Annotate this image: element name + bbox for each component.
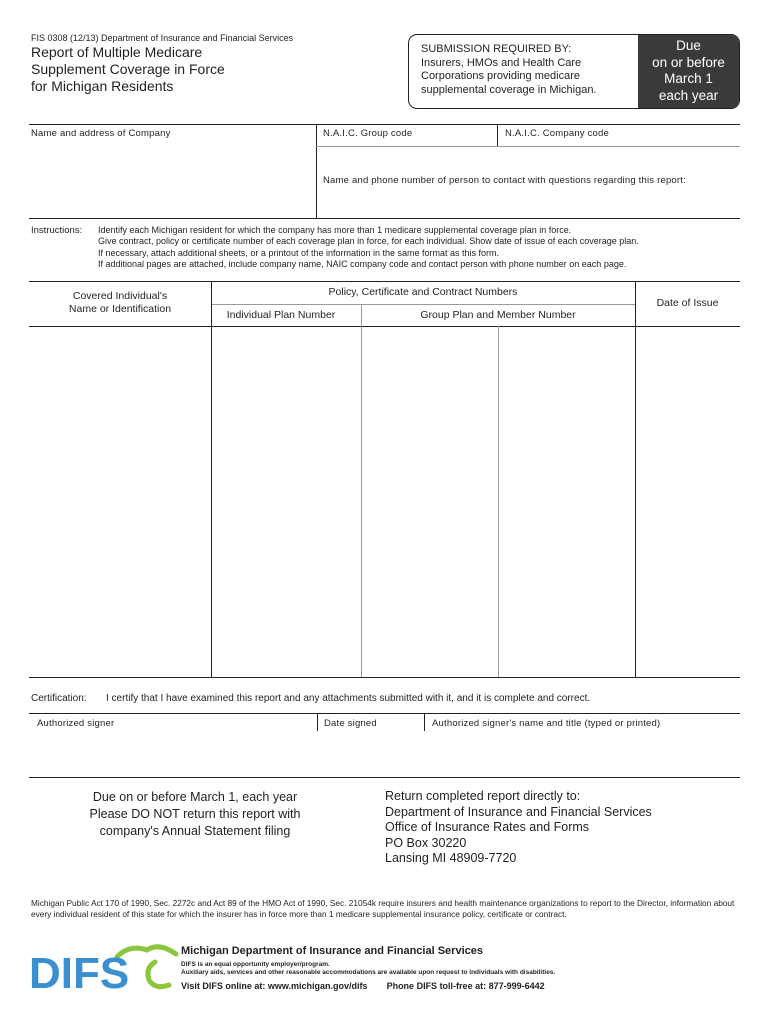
instruction-line: If necessary, attach additional sheets, or a printout of the information in the same format as this form. [98, 247, 500, 258]
divider [29, 777, 740, 778]
certification-text: I certify that I have examined this report and any attachments submitted with it, and it is complete and correct. [106, 693, 591, 704]
phone-number: Phone DIFS toll-free at: 877-999-6442 [386, 981, 545, 991]
legal-notice: Michigan Public Act 170 of 1990, Sec. 2272c and Act 89 of the HMO Act of 1990, Sec. 21054k require insurers and health maintenance organizations to report to the Director, information about every individual resident of this state for which the insurer has in force more than 1 medicare supplemental insurance policy, certificate or contract. [31, 898, 735, 919]
divider [316, 124, 317, 218]
date-signed-field[interactable]: Date signed [324, 718, 377, 729]
divider [424, 713, 425, 731]
website-link[interactable]: Visit DIFS online at: www.michigan.gov/difs [181, 981, 368, 991]
column-header-individual-plan: Individual Plan Number [226, 309, 336, 321]
column-header-line: Name or Identification [68, 303, 172, 315]
return-address [385, 789, 725, 867]
table-top-border [29, 281, 740, 282]
title-line: Supplement Coverage in Force [31, 61, 225, 77]
table-bottom-border [29, 677, 740, 678]
submission-box [408, 34, 740, 109]
divider [29, 218, 740, 219]
group-plan-cell[interactable] [362, 327, 498, 677]
return-line: Department of Insurance and Financial Services [385, 804, 652, 819]
due-note-line: Please DO NOT return this report with [89, 807, 301, 821]
difs-logo-icon [29, 940, 179, 992]
member-number-cell[interactable] [499, 327, 635, 677]
column-header-line: Covered Individual's [72, 290, 168, 302]
naic-group-code-field[interactable]: N.A.I.C. Group code [323, 128, 413, 139]
footer-contact [181, 981, 545, 991]
instructions-label: Instructions: [31, 225, 83, 236]
due-date-badge [638, 35, 739, 109]
column-header-individual [29, 290, 211, 316]
submission-line: supplemental coverage in Michigan. [421, 83, 597, 96]
department-name: Michigan Department of Insurance and Financial Services [181, 945, 483, 957]
authorized-signer-field[interactable]: Authorized signer [37, 718, 115, 729]
due-line: Due [676, 38, 701, 53]
submission-text [421, 43, 626, 97]
return-line: Lansing MI 48909-7720 [385, 851, 517, 865]
divider [29, 713, 740, 714]
submission-line: Corporations providing medicare [421, 70, 580, 82]
company-name-address-field[interactable]: Name and address of Company [31, 128, 171, 139]
submission-line: Insurers, HMOs and Health Care [421, 56, 582, 69]
due-note-line: company's Annual Statement filing [99, 824, 291, 838]
return-line: Return completed report directly to: [385, 789, 581, 803]
logo-text: DIFS [29, 949, 130, 992]
divider [497, 124, 498, 146]
divider [211, 304, 635, 305]
divider [29, 124, 740, 125]
column-header-policy-group: Policy, Certificate and Contract Numbers [328, 286, 518, 298]
return-line: Office of Insurance Rates and Forms [385, 820, 590, 834]
certification-label: Certification: [31, 693, 87, 704]
accommodations-line: Auxiliary aids, services and other reasonable accommodations are available upon request to individuals with disabilities. [181, 969, 556, 976]
column-header-group-plan: Group Plan and Member Number [420, 309, 576, 321]
contact-person-field[interactable]: Name and phone number of person to contact with questions regarding this report: [323, 175, 686, 186]
naic-company-code-field[interactable]: N.A.I.C. Company code [505, 128, 609, 139]
due-note-line: Due on or before March 1, each year [92, 790, 298, 804]
title-line: for Michigan Residents [31, 78, 174, 94]
page-title [31, 44, 271, 95]
date-of-issue-cell[interactable] [636, 327, 740, 677]
signer-name-title-field[interactable]: Authorized signer's name and title (typed or printed) [432, 718, 661, 729]
individual-plan-cell[interactable] [212, 327, 361, 677]
equal-opportunity-notice [181, 961, 555, 977]
instruction-line: Identify each Michigan resident for which the company has more than 1 medicare supplemental coverage plan in force. [98, 225, 572, 235]
divider [316, 146, 740, 147]
instructions-text [98, 225, 738, 271]
due-line: March 1 [664, 71, 713, 86]
due-line: on or before [652, 54, 725, 70]
divider [317, 713, 318, 731]
title-line: Report of Multiple Medicare [31, 44, 203, 60]
return-line: PO Box 30220 [385, 835, 467, 850]
due-date-note [60, 789, 330, 840]
form-id: FIS 0308 (12/13) Department of Insurance and Financial Services [31, 33, 294, 43]
individual-name-cell[interactable] [29, 327, 211, 677]
due-line: each year [658, 87, 719, 103]
eeo-line: DIFS is an equal opportunity employer/program. [181, 961, 330, 968]
instruction-line: If additional pages are attached, include company name, NAIC company code and contact person with phone number on each page. [98, 259, 627, 270]
instruction-line: Give contract, policy or certificate number of each coverage plan in force, for each individual. Show date of issue of each coverage plan. [98, 236, 639, 247]
column-header-date-of-issue: Date of Issue [656, 297, 719, 309]
submission-heading: SUBMISSION REQUIRED BY: [421, 43, 572, 55]
